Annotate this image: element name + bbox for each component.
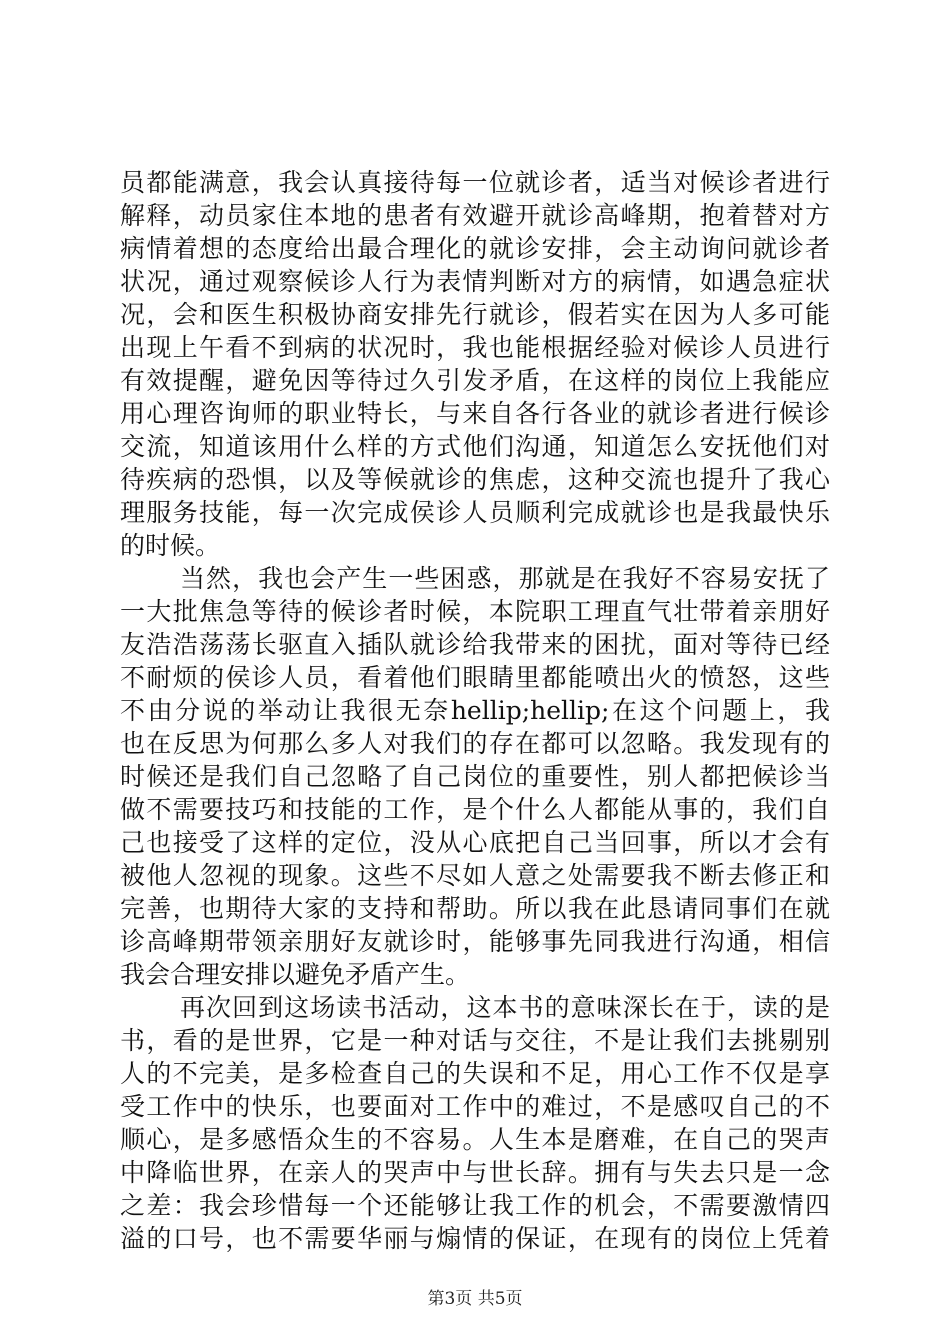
text-line: 顺心，是多感悟众生的不容易。人生本是磨难，在自己的哭声 [120,1125,830,1154]
text-line: 用心理咨询师的职业特长，与来自各行各业的就诊者进行候诊 [120,399,830,428]
text-line: 状况，通过观察候诊人行为表情判断对方的病情，如遇急症状 [120,267,830,296]
text-line: 有效提醒，避免因等待过久引发矛盾，在这样的岗位上我能应 [120,366,830,395]
text-line: 不由分说的举动让我很无奈hellip;hellip;在这个问题上，我 [120,696,830,725]
text-line: 溢的口号，也不需要华丽与煽情的保证，在现有的岗位上凭着 [120,1224,830,1253]
text-line: 中降临世界，在亲人的哭声中与世长辞。拥有与失去只是一念 [120,1158,830,1187]
text-line: 也在反思为何那么多人对我们的存在都可以忽略。我发现有的 [120,729,830,758]
text-line: 时候还是我们自己忽略了自己岗位的重要性，别人都把候诊当 [120,762,830,791]
text-line: 的时候。 [120,531,221,560]
text-line: 我会合理安排以避免矛盾产生。 [120,960,471,989]
text-line: 己也接受了这样的定位，没从心底把自己当回事，所以才会有 [120,828,830,857]
text-line: 友浩浩荡荡长驱直入插队就诊给我带来的困扰，面对等待已经 [120,630,830,659]
text-line: 解释，动员家住本地的患者有效避开就诊高峰期，抱着替对方 [120,201,830,230]
text-line: 完善，也期待大家的支持和帮助。所以我在此恳请同事们在就 [120,894,830,923]
text-line: 受工作中的快乐，也要面对工作中的难过，不是感叹自己的不 [120,1092,830,1121]
text-line: 不耐烦的侯诊人员，看着他们眼睛里都能喷出火的愤怒，这些 [120,663,830,692]
text-line: 一大批焦急等待的候诊者时候，本院职工理直气壮带着亲朋好 [120,597,830,626]
text-line: 人的不完美，是多检查自己的失误和不足，用心工作不仅是享 [120,1059,830,1088]
text-line: 书，看的是世界，它是一种对话与交往，不是让我们去挑剔别 [120,1026,830,1055]
text-line: 做不需要技巧和技能的工作，是个什么人都能从事的，我们自 [120,795,830,824]
paragraph-start-line: 再次回到这场读书活动，这本书的意味深长在于，读的是 [180,993,830,1022]
text-line: 交流，知道该用什么样的方式他们沟通，知道怎么安抚他们对 [120,432,830,461]
text-line: 待疾病的恐惧，以及等候就诊的焦虑，这种交流也提升了我心 [120,465,830,494]
text-line: 出现上午看不到病的状况时，我也能根据经验对候诊人员进行 [120,333,830,362]
page-number-footer: 第3页 共5页 [427,1289,523,1309]
text-line: 况，会和医生积极协商安排先行就诊，假若实在因为人多可能 [120,300,830,329]
text-line: 理服务技能，每一次完成侯诊人员顺利完成就诊也是我最快乐 [120,498,830,527]
body-text [120,166,830,1255]
text-line: 诊高峰期带领亲朋好友就诊时，能够事先同我进行沟通，相信 [120,927,830,956]
text-line: 员都能满意，我会认真接待每一位就诊者，适当对候诊者进行 [120,168,830,197]
text-line: 之差：我会珍惜每一个还能够让我工作的机会，不需要激情四 [120,1191,830,1220]
text-line: 被他人忽视的现象。这些不尽如人意之处需要我不断去修正和 [120,861,830,890]
paragraph-start-line: 当然，我也会产生一些困惑，那就是在我好不容易安抚了 [180,564,830,593]
text-line: 病情着想的态度给出最合理化的就诊安排，会主动询问就诊者 [120,234,830,263]
